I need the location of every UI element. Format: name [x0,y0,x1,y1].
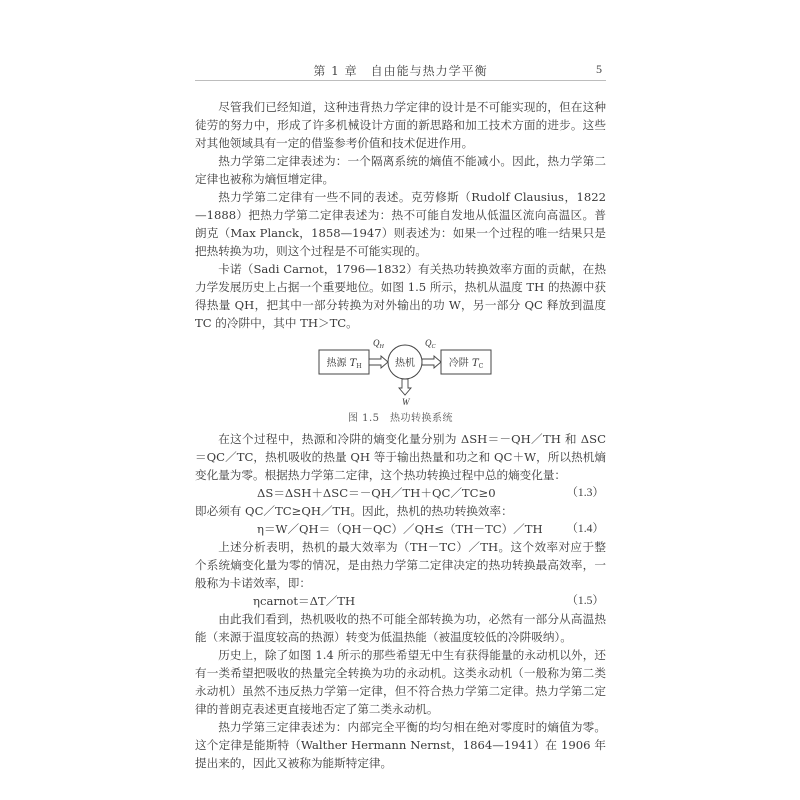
paragraph: 尽管我们已经知道，这种违背热力学定律的设计是不可能实现的，但在这种徒劳的努力中，形成了许多机械设计方面的新思路和加工技术方面的进步。这些对其他领域具有一定的借鉴参考价值和技术促进作用。 [195,100,606,150]
equation-number: （1.4） [566,522,604,535]
equation-1-5 [195,592,606,610]
running-header [195,60,606,81]
paragraph: 在这个过程中，热源和冷阱的熵变化量分别为 ΔSH＝－QH／TH 和 ΔSC＝QC／TC，热机吸收的热量 QH 等于输出热量和功之和 QC＋W，所以热机熵变化量为零。根据热力学第二定律，这个热功转换过程中总的熵变化量： [195,432,606,482]
svg-text:QC: $Q_C$ [425,338,436,350]
engine-label: 热机 [395,358,415,369]
heat-engine-diagram [315,336,495,406]
paragraph: 上述分析表明，热机的最大效率为（TH－TC）／TH。这个效率对应于整个系统熵变化量为零的情况，是由热力学第二定律决定的热功转换最高效率，一般称为卡诺效率，即： [195,540,606,590]
equation-number: （1.5） [566,594,604,607]
figure-caption: 图 1.5 热功转换系统 [347,413,454,424]
cold-sink-label: 冷阱 $T_C$ [448,358,484,370]
page-number: 5 [596,62,602,76]
paragraph: 热力学第三定律表述为：内部完全平衡的均匀相在绝对零度时的熵值为零。这个定律是能斯特（Walther Hermann Nernst，1864—1941）在 1906 年提出来的，因此又被称为能斯特定律。 [195,720,606,770]
svg-text:QH: $Q_H$ [373,338,384,350]
page-body [195,98,606,772]
figure-heat-engine [195,332,606,430]
paragraph: 热力学第二定律有一些不同的表述。克劳修斯（Rudolf Clausius，1822—1888）把热力学第二定律表述为：热不可能自发地从低温区流向高温区。普朗克（Max Planck，1858—1947）则表述为：如果一个过程的唯一结果只是把热转换为功，则这个过程是不可能实现的。 [195,190,606,258]
equation-formula: ηcarnot＝ΔT／TH [253,594,356,608]
chapter-title: 第 1 章 自由能与热力学平衡 [313,64,488,78]
paragraph: 即必须有 QC／TC≥QH／TH。因此，热机的热功转换效率： [195,504,513,518]
paragraph: 由此我们看到，热机吸收的热不可能全部转换为功，必然有一部分从高温热能（来源于温度较高的热源）转变为低温热能（被温度较低的冷阱吸纳）。 [195,612,606,644]
paragraph: 热力学第二定律表述为：一个隔离系统的熵值不能减小。因此，热力学第二定律也被称为熵恒增定律。 [195,154,606,186]
paragraph: 历史上，除了如图 1.4 所示的那些希望无中生有获得能量的永动机以外，还有一类希望把吸收的热量完全转换为功的永动机。这类永动机（一般称为第二类永动机）虽然不违反热力学第一定律，但不符合热力学第二定律。热力学第二定律的普朗克表述更直接地否定了第二类永动机。 [195,648,606,716]
equation-1-3 [195,484,606,502]
svg-text:W: W [402,397,410,406]
paragraph: 卡诺（Sadi Carnot，1796—1832）有关热功转换效率方面的贡献，在热力学发展历史上占据一个重要地位。如图 1.5 所示，热机从温度 TH 的热源中获得热量 QH，把其中一部分转换为对外输出的功 W，另一部分 QC 释放到温度 TC 的冷阱中，其中 TH＞TC。 [195,262,606,330]
heat-source-label: 热源 $T_H$ [326,358,362,370]
equation-formula: ΔS＝ΔSH＋ΔSC＝－QH／TH＋QC／TC≥0 [257,486,496,500]
equation-number: （1.3） [566,486,604,499]
equation-formula: η＝W／QH＝（QH－QC）／QH≤（TH－TC）／TH [257,522,543,536]
equation-1-4 [195,520,606,538]
